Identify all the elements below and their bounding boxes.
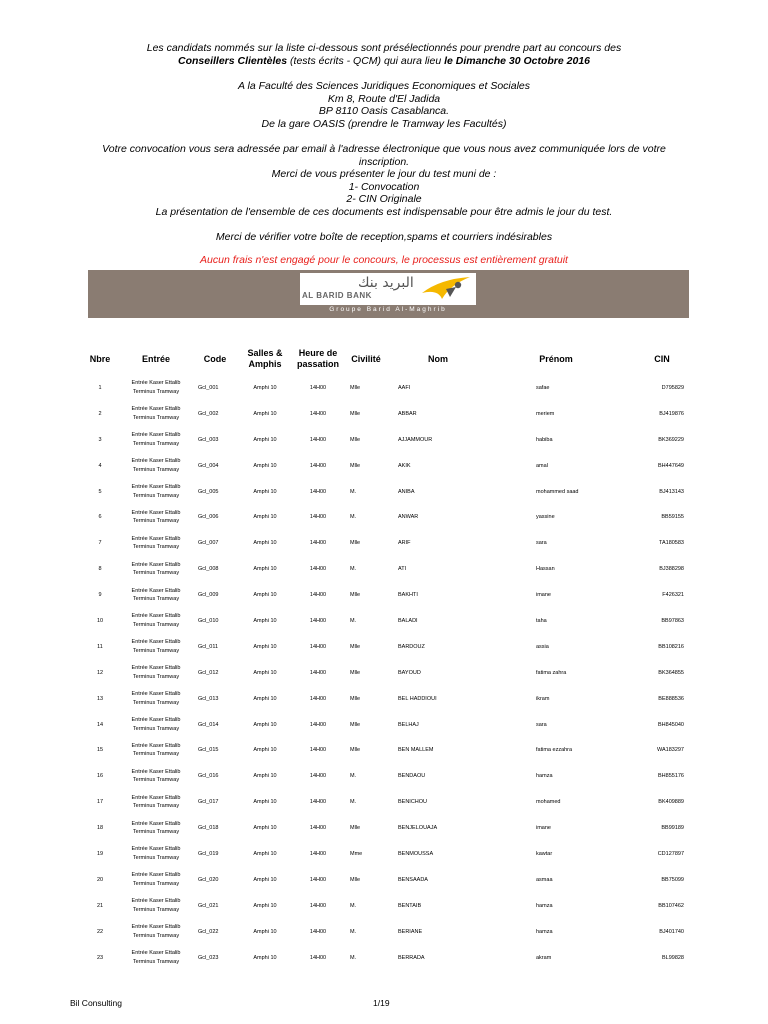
- address-line-2: Km 8, Route d'El Jadida: [327, 92, 441, 105]
- cell-nbre: 1: [98, 384, 102, 391]
- cell-cin: D795829: [661, 384, 684, 391]
- cell-nom: BERRADA: [398, 954, 425, 961]
- check-inbox-note: Merci de vérifier votre boîte de reception,spams et courriers indésirables: [215, 231, 553, 243]
- cell-nom: BERIANE: [398, 928, 423, 935]
- cell-entree: Entrée Kaser Ettalib Terminus Tramway: [131, 380, 181, 395]
- cell-civilite: Mlle: [350, 695, 361, 702]
- cell-civilite: Mlle: [350, 592, 361, 599]
- bank-banner: [88, 270, 689, 318]
- cell-code: Gcl_022: [198, 928, 219, 935]
- table-row: [80, 763, 700, 789]
- candidates-table-body: [80, 375, 700, 970]
- cell-code: Gcl_009: [198, 592, 219, 599]
- cell-heure: 14H00: [309, 436, 327, 443]
- cell-prenom: Hassan: [536, 566, 555, 573]
- cell-nom: BELHAJ: [398, 721, 419, 728]
- cell-cin: TA180583: [659, 540, 684, 547]
- cell-entree: Entrée Kaser Ettalib Terminus Tramway: [131, 950, 181, 965]
- cell-cin: BB108216: [658, 643, 684, 650]
- cell-nbre: 6: [98, 514, 102, 521]
- col-header-cin: CIN: [654, 353, 670, 364]
- cell-salle: Amphi 10: [253, 928, 277, 935]
- cell-heure: 14H00: [309, 928, 327, 935]
- cell-civilite: M.: [350, 514, 357, 521]
- col-header-prenom: Prénom: [539, 353, 573, 364]
- cell-prenom: imane: [536, 592, 551, 599]
- cell-civilite: M.: [350, 902, 357, 909]
- table-row: [80, 375, 700, 401]
- cell-nbre: 12: [96, 669, 104, 676]
- cell-heure: 14H00: [309, 825, 327, 832]
- cell-heure: 14H00: [309, 876, 327, 883]
- cell-civilite: Mlle: [350, 410, 361, 417]
- cell-civilite: Mlle: [350, 747, 361, 754]
- col-header-entree: Entrée: [141, 353, 170, 364]
- footer-company: Bil Consulting: [70, 998, 122, 1008]
- cell-code: Gcl_018: [198, 825, 219, 832]
- cell-heure: 14H00: [309, 410, 327, 417]
- table-row: [80, 789, 700, 815]
- cell-entree: Entrée Kaser Ettalib Terminus Tramway: [131, 509, 181, 525]
- cell-prenom: meriem: [536, 410, 555, 417]
- col-header-heure: Heure de passation: [296, 348, 339, 369]
- intro-line-2-mid: (tests écrits - QCM) qui aura lieu: [287, 54, 445, 67]
- table-row: [80, 945, 700, 971]
- cell-code: Gcl_016: [198, 773, 219, 780]
- address-line-3: BP 8110 Oasis Casablanca.: [318, 105, 450, 117]
- cell-salle: Amphi 10: [253, 876, 277, 883]
- cell-cin: BB97863: [661, 617, 684, 624]
- cell-nbre: 2: [98, 410, 102, 417]
- cell-entree: Entrée Kaser Ettalib Terminus Tramway: [131, 639, 181, 654]
- cell-nom: BENICHOU: [398, 799, 428, 806]
- free-process-warning: Aucun frais n'est engagé pour le concours, le processus est entièrement gratuit: [200, 253, 568, 266]
- announcement-text: [0, 42, 768, 266]
- table-row: [80, 893, 700, 919]
- cell-nbre: 10: [96, 617, 104, 624]
- cell-prenom: yassine: [536, 514, 555, 521]
- cell-prenom: habiba: [536, 436, 553, 443]
- cell-civilite: M.: [350, 954, 357, 961]
- cell-nom: ABBAR: [398, 410, 417, 417]
- cell-nom: BALADI: [398, 617, 418, 624]
- cell-cin: BJ419876: [659, 410, 684, 417]
- cell-heure: 14H00: [309, 566, 327, 573]
- cell-nbre: 9: [98, 592, 102, 599]
- cell-salle: Amphi 10: [253, 617, 277, 624]
- cell-nbre: 7: [98, 540, 102, 547]
- cell-nbre: 8: [98, 566, 102, 573]
- cell-code: Gcl_004: [198, 462, 219, 469]
- col-header-civilite: Civilité: [351, 353, 381, 364]
- cell-salle: Amphi 10: [253, 514, 277, 521]
- cell-heure: 14H00: [309, 721, 327, 728]
- cell-cin: BH845040: [658, 721, 684, 728]
- cell-prenom: fatima zahra: [536, 669, 567, 676]
- logo-arabic-text: البريد بنك: [358, 275, 414, 291]
- cell-code: Gcl_005: [198, 488, 219, 495]
- cell-prenom: assia: [536, 643, 549, 650]
- cell-heure: 14H00: [309, 799, 327, 806]
- cell-nom: BEN MALLEM: [398, 747, 434, 754]
- cell-heure: 14H00: [309, 669, 327, 676]
- cell-heure: 14H00: [309, 747, 327, 754]
- cell-civilite: Mlle: [350, 540, 361, 547]
- cell-prenom: hamza: [536, 773, 553, 780]
- cell-nbre: 14: [96, 721, 104, 728]
- cell-nbre: 21: [96, 902, 104, 909]
- cell-cin: BK409889: [658, 799, 684, 806]
- cell-code: Gcl_020: [198, 876, 219, 883]
- cell-entree: Entrée Kaser Ettalib Terminus Tramway: [131, 924, 181, 939]
- table-row: [80, 401, 700, 427]
- cell-prenom: ikram: [536, 695, 550, 702]
- cell-civilite: Mlle: [350, 462, 361, 469]
- cell-cin: BH447649: [658, 462, 684, 469]
- logo-name: AL BARID BANK: [302, 291, 372, 300]
- cell-civilite: Mlle: [350, 721, 361, 728]
- cell-heure: 14H00: [309, 954, 327, 961]
- cell-entree: Entrée Kaser Ettalib Terminus Tramway: [131, 613, 181, 628]
- cell-salle: Amphi 10: [253, 436, 277, 443]
- cell-nbre: 18: [96, 825, 104, 832]
- cell-salle: Amphi 10: [253, 669, 277, 676]
- cell-nom: AJJAMMOUR: [398, 436, 433, 443]
- cell-civilite: Mlle: [350, 384, 361, 391]
- cell-salle: Amphi 10: [253, 799, 277, 806]
- cell-nbre: 23: [96, 954, 104, 961]
- cell-salle: Amphi 10: [253, 773, 277, 780]
- table-row: [80, 556, 700, 582]
- cell-cin: F426321: [662, 592, 684, 599]
- cell-cin: WA183297: [656, 747, 684, 754]
- cell-entree: Entrée Kaser Ettalib Terminus Tramway: [131, 768, 181, 784]
- table-row: [80, 453, 700, 479]
- table-row: [80, 815, 700, 841]
- cell-cin: BK364855: [658, 669, 684, 676]
- col-header-nom: Nom: [428, 353, 448, 364]
- cell-nom: BENSAADA: [398, 876, 428, 883]
- cell-nom: BENMOUSSA: [398, 850, 434, 857]
- cell-civilite: Mlle: [350, 825, 361, 832]
- barid-bank-logo-icon: [420, 275, 472, 303]
- cell-cin: BH855176: [658, 773, 684, 780]
- cell-civilite: M.: [350, 488, 357, 495]
- cell-civilite: Mlle: [350, 876, 361, 883]
- cell-heure: 14H00: [309, 695, 327, 702]
- cell-code: Gcl_015: [198, 747, 219, 754]
- cell-civilite: M.: [350, 773, 357, 780]
- cell-salle: Amphi 10: [253, 462, 277, 469]
- cell-civilite: M.: [350, 617, 357, 624]
- col-header-code: Code: [203, 353, 227, 364]
- table-row: [80, 919, 700, 945]
- cell-entree: Entrée Kaser Ettalib Terminus Tramway: [131, 484, 181, 499]
- cell-prenom: amal: [536, 462, 548, 469]
- cell-cin: BE888536: [658, 695, 684, 702]
- cell-nom: BAYOUD: [398, 669, 421, 676]
- cell-entree: Entrée Kaser Ettalib Terminus Tramway: [131, 458, 181, 473]
- cell-entree: Entrée Kaser Ettalib Terminus Tramway: [131, 717, 181, 732]
- cell-salle: Amphi 10: [253, 954, 277, 961]
- cell-entree: Entrée Kaser Ettalib Terminus Tramway: [131, 742, 181, 758]
- cell-nom: BEL HADDIOUI: [398, 695, 437, 702]
- cell-heure: 14H00: [309, 902, 327, 909]
- cell-heure: 14H00: [309, 850, 327, 857]
- candidates-table: [80, 343, 700, 970]
- table-row: [80, 504, 700, 530]
- cell-code: Gcl_010: [198, 617, 219, 624]
- intro-line-2: [0, 55, 768, 68]
- cell-heure: 14H00: [309, 488, 327, 495]
- cell-cin: CD127897: [657, 850, 684, 857]
- table-row: [80, 427, 700, 453]
- cell-nom: BENDAOU: [398, 773, 426, 780]
- cell-salle: Amphi 10: [253, 721, 277, 728]
- table-row: [80, 686, 700, 712]
- cell-code: Gcl_017: [198, 799, 219, 806]
- table-row: [80, 712, 700, 738]
- cell-civilite: Mlle: [350, 669, 361, 676]
- cell-code: Gcl_011: [198, 643, 219, 650]
- cell-entree: Entrée Kaser Ettalib Terminus Tramway: [131, 432, 181, 447]
- table-row: [80, 867, 700, 893]
- cell-nbre: 19: [96, 850, 104, 857]
- address-line-4: De la gare OASIS (prendre le Tramway les Facultés): [261, 117, 507, 130]
- table-row: [80, 582, 700, 608]
- cell-salle: Amphi 10: [253, 384, 277, 391]
- cell-cin: BJ388298: [659, 566, 684, 573]
- cell-civilite: M.: [350, 928, 357, 935]
- cell-prenom: hamza: [536, 928, 553, 935]
- cell-nom: AAFI: [398, 384, 411, 391]
- cell-cin: BB59155: [661, 514, 684, 521]
- intro-line-1: Les candidats nommés sur la liste ci-dessous sont présélectionnés pour prendre part au concours des: [146, 42, 622, 54]
- cell-salle: Amphi 10: [253, 747, 277, 754]
- cell-nbre: 4: [98, 462, 102, 469]
- cell-code: Gcl_007: [198, 540, 219, 547]
- cell-prenom: sara: [536, 721, 547, 728]
- convocation-line-4: 1- Convocation: [348, 180, 420, 193]
- cell-heure: 14H00: [309, 540, 327, 547]
- cell-nom: BAKHTI: [398, 592, 418, 599]
- cell-nom: BENTAIB: [398, 902, 422, 909]
- cell-nom: BARDOUZ: [398, 643, 425, 650]
- cell-code: Gcl_001: [198, 384, 219, 391]
- page-number: 1/19: [373, 998, 390, 1008]
- cell-civilite: Mlle: [350, 436, 361, 443]
- cell-heure: 14H00: [309, 617, 327, 624]
- cell-civilite: Mlle: [350, 643, 361, 650]
- table-row: [80, 530, 700, 556]
- cell-cin: BK369229: [658, 436, 684, 443]
- cell-entree: Entrée Kaser Ettalib Terminus Tramway: [131, 691, 181, 706]
- exam-date: le Dimanche 30 Octobre 2016: [444, 54, 590, 67]
- cell-code: Gcl_014: [198, 721, 219, 728]
- cell-nbre: 11: [97, 643, 103, 650]
- cell-salle: Amphi 10: [253, 825, 277, 832]
- cell-cin: BB107462: [658, 902, 684, 909]
- cell-salle: Amphi 10: [253, 566, 277, 573]
- position-title: Conseillers Clientèles: [177, 54, 288, 67]
- cell-cin: BL99828: [661, 954, 684, 961]
- cell-code: Gcl_008: [198, 566, 219, 573]
- cell-entree: Entrée Kaser Ettalib Terminus Tramway: [131, 665, 181, 680]
- cell-salle: Amphi 10: [253, 488, 277, 495]
- table-row: [80, 608, 700, 634]
- cell-code: Gcl_023: [198, 954, 219, 961]
- address-line-1: A la Faculté des Sciences Juridiques Economiques et Sociales: [237, 80, 531, 92]
- cell-code: Gcl_006: [198, 514, 219, 521]
- cell-entree: Entrée Kaser Ettalib Terminus Tramway: [131, 872, 181, 887]
- cell-nom: ATI: [398, 566, 407, 573]
- cell-salle: Amphi 10: [253, 850, 277, 857]
- cell-nbre: 16: [96, 773, 104, 780]
- cell-code: Gcl_013: [198, 695, 219, 702]
- cell-salle: Amphi 10: [253, 902, 277, 909]
- logo-tagline: Groupe Barid Al-Maghrib: [300, 305, 476, 315]
- cell-nom: ARIF: [398, 540, 411, 547]
- cell-heure: 14H00: [309, 643, 327, 650]
- cell-entree: Entrée Kaser Ettalib Terminus Tramway: [131, 820, 181, 836]
- cell-code: Gcl_021: [198, 902, 219, 909]
- table-row: [80, 634, 700, 660]
- cell-heure: 14H00: [309, 462, 327, 469]
- cell-prenom: akram: [536, 954, 552, 961]
- cell-entree: Entrée Kaser Ettalib Terminus Tramway: [131, 561, 181, 577]
- cell-civilite: M.: [350, 799, 357, 806]
- convocation-line-5: 2- CIN Originale: [346, 193, 422, 205]
- cell-entree: Entrée Kaser Ettalib Terminus Tramway: [131, 406, 181, 421]
- cell-cin: BB99189: [661, 825, 684, 832]
- cell-heure: 14H00: [309, 514, 327, 521]
- cell-prenom: mohammed saad: [536, 488, 579, 495]
- convocation-line-6: La présentation de l'ensemble de ces documents est indispensable pour être admis le jour du test.: [155, 205, 613, 218]
- cell-entree: Entrée Kaser Ettalib Terminus Tramway: [131, 794, 181, 810]
- table-row: [80, 479, 700, 505]
- cell-code: Gcl_002: [198, 410, 219, 417]
- cell-salle: Amphi 10: [253, 410, 277, 417]
- cell-code: Gcl_019: [198, 850, 219, 857]
- bank-logo: [300, 273, 476, 315]
- cell-prenom: taha: [536, 617, 547, 624]
- cell-heure: 14H00: [309, 384, 327, 391]
- cell-cin: BJ413143: [659, 488, 684, 495]
- cell-cin: BB75099: [661, 876, 684, 883]
- table-row: [80, 841, 700, 867]
- cell-cin: BJ401740: [659, 928, 684, 935]
- cell-prenom: sara: [536, 540, 547, 547]
- col-header-nbre: Nbre: [89, 353, 111, 364]
- cell-nbre: 22: [96, 928, 104, 935]
- cell-entree: Entrée Kaser Ettalib Terminus Tramway: [131, 535, 181, 551]
- cell-nbre: 20: [96, 876, 104, 883]
- col-header-salle: Salles & Amphis: [247, 348, 283, 369]
- convocation-line-1: Votre convocation vous sera adressée par email à l'adresse électronique que vous nous avez communiquée lors de votre: [102, 143, 666, 155]
- cell-code: Gcl_012: [198, 669, 219, 676]
- table-row: [80, 660, 700, 686]
- cell-civilite: M.: [350, 566, 357, 573]
- cell-civilite: Mme: [350, 850, 363, 857]
- convocation-line-2: inscription.: [358, 155, 410, 168]
- cell-heure: 14H00: [309, 773, 327, 780]
- cell-prenom: fatima ezzahra: [536, 747, 573, 754]
- cell-nom: ANIBA: [398, 488, 415, 495]
- cell-prenom: safae: [536, 384, 550, 391]
- cell-code: Gcl_003: [198, 436, 219, 443]
- cell-nom: BENJELOUAJA: [398, 825, 438, 832]
- cell-salle: Amphi 10: [253, 540, 277, 547]
- cell-entree: Entrée Kaser Ettalib Terminus Tramway: [131, 846, 181, 861]
- cell-nbre: 15: [96, 747, 104, 754]
- cell-salle: Amphi 10: [253, 643, 277, 650]
- table-row: [80, 737, 700, 763]
- cell-nbre: 3: [98, 436, 102, 443]
- cell-nbre: 13: [96, 695, 104, 702]
- cell-nom: AKIK: [398, 462, 411, 469]
- cell-nbre: 17: [96, 799, 104, 806]
- cell-prenom: hamza: [536, 902, 553, 909]
- cell-salle: Amphi 10: [253, 695, 277, 702]
- cell-entree: Entrée Kaser Ettalib Terminus Tramway: [131, 898, 181, 913]
- cell-prenom: imane: [536, 825, 551, 832]
- convocation-line-3: Merci de vous présenter le jour du test muni de :: [271, 168, 497, 180]
- cell-nbre: 5: [98, 488, 102, 495]
- cell-nom: ANWAR: [398, 514, 419, 521]
- cell-prenom: asmaa: [536, 876, 553, 883]
- cell-entree: Entrée Kaser Ettalib Terminus Tramway: [131, 587, 181, 603]
- cell-prenom: mohamed: [536, 799, 561, 806]
- table-header-row: [80, 343, 700, 375]
- cell-heure: 14H00: [309, 592, 327, 599]
- cell-salle: Amphi 10: [253, 592, 277, 599]
- cell-prenom: kawtar: [536, 850, 553, 857]
